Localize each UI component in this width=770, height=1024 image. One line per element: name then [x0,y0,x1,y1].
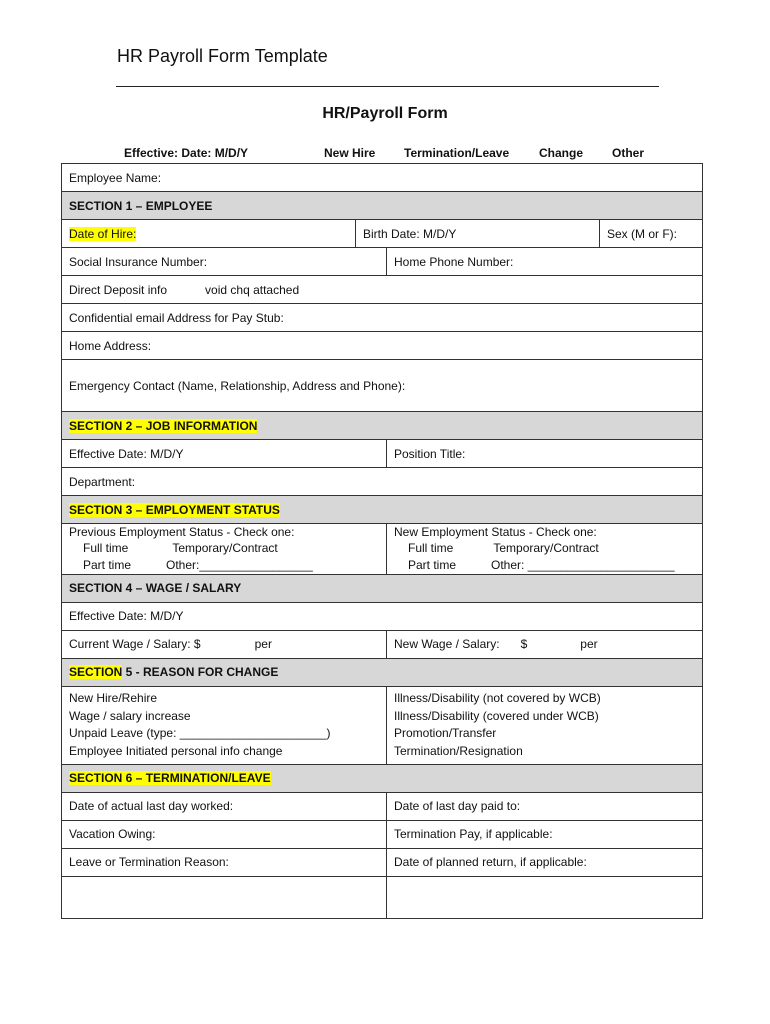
new-part-time-option[interactable]: Part time [408,558,457,572]
reason-illness-not-wcb-option[interactable]: Illness/Disability (not covered by WCB) [394,691,601,705]
planned-return-blank[interactable] [387,876,703,918]
termination-pay-field[interactable]: Termination Pay, if applicable: [387,820,703,848]
void-chq-label: void chq attached [205,282,300,297]
home-phone-field[interactable]: Home Phone Number: [387,248,703,276]
birth-date-field[interactable]: Birth Date: M/D/Y [356,220,600,248]
reason-wage-increase-option[interactable]: Wage / salary increase [69,708,191,723]
vacation-owing-field[interactable]: Vacation Owing: [62,820,387,848]
reason-unpaid-leave-option[interactable]: Unpaid Leave (type: ______________________) [69,726,331,740]
reason-right-list [387,686,703,764]
header-new-hire: New Hire [324,146,376,160]
form-title: HR/Payroll Form [322,105,448,122]
employee-name-field[interactable]: Employee Name: [62,164,703,192]
reason-illness-wcb-option[interactable]: Illness/Disability (covered under WCB) [394,708,599,723]
reason-left-list [62,686,387,764]
wage-effective-date-field[interactable]: Effective Date: M/D/Y [62,602,703,630]
new-status-field[interactable]: New Employment Status - Check one: Full time Temporary/Contract Part time Other: ______________________ [387,524,703,575]
header-effective-date: Effective: Date: M/D/Y [124,146,249,160]
department-field[interactable]: Department: [62,468,703,496]
date-of-hire-field[interactable] [62,220,356,248]
prev-other-option[interactable]: Other:_________________ [166,558,313,572]
last-day-worked-field[interactable]: Date of actual last day worked: [62,792,387,820]
prev-part-time-option[interactable]: Part time [83,558,132,572]
job-effective-date-field[interactable]: Effective Date: M/D/Y [62,440,387,468]
reason-promotion-option[interactable]: Promotion/Transfer [394,726,497,740]
planned-return-field[interactable]: Date of planned return, if applicable: [387,848,703,876]
new-full-time-option[interactable]: Full time [408,540,454,555]
section-3-header: SECTION 3 – EMPLOYMENT STATUS [62,496,703,524]
email-field[interactable]: Confidential email Address for Pay Stub: [62,304,703,332]
section-5-header: SECTION 5 - REASON FOR CHANGE [62,658,703,686]
previous-status-field[interactable]: Previous Employment Status - Check one: Full time Temporary/Contract Part time Other:_________________ [62,524,387,575]
new-other-option[interactable]: Other: ______________________ [491,558,675,572]
leave-reason-blank[interactable] [62,876,387,918]
new-temp-option[interactable]: Temporary/Contract [493,540,599,555]
document-title: HR Payroll Form Template [117,46,328,66]
prev-temp-option[interactable]: Temporary/Contract [172,540,278,555]
title-divider [116,86,659,87]
direct-deposit-label: Direct Deposit info [69,282,168,297]
current-wage-field[interactable]: Current Wage / Salary: $ per [62,630,387,658]
new-wage-field[interactable]: New Wage / Salary: $ per [387,630,703,658]
home-address-field[interactable]: Home Address: [62,332,703,360]
payroll-form-table [61,163,703,919]
position-title-field[interactable]: Position Title: [387,440,703,468]
leave-reason-field[interactable]: Leave or Termination Reason: [62,848,387,876]
reason-new-hire-option[interactable]: New Hire/Rehire [69,691,158,705]
header-termination-leave: Termination/Leave [404,146,510,160]
header-other: Other [612,146,645,160]
direct-deposit-field[interactable] [62,276,703,304]
date-of-hire-label: Date of Hire: [69,226,137,241]
reason-termination-option[interactable]: Termination/Resignation [394,743,523,758]
reason-personal-info-option[interactable]: Employee Initiated personal info change [69,743,283,758]
emergency-contact-field[interactable]: Emergency Contact (Name, Relationship, Address and Phone): [62,360,703,412]
section-1-header: SECTION 1 – EMPLOYEE [62,192,703,220]
section-2-header: SECTION 2 – JOB INFORMATION [62,412,703,440]
last-day-paid-field[interactable]: Date of last day paid to: [387,792,703,820]
prev-full-time-option[interactable]: Full time [83,540,129,555]
section-4-header: SECTION 4 – WAGE / SALARY [62,574,703,602]
header-change: Change [539,146,584,160]
sin-field[interactable]: Social Insurance Number: [62,248,387,276]
sex-field[interactable]: Sex (M or F): [600,220,703,248]
section-6-header: SECTION 6 – TERMINATION/LEAVE [62,764,703,792]
